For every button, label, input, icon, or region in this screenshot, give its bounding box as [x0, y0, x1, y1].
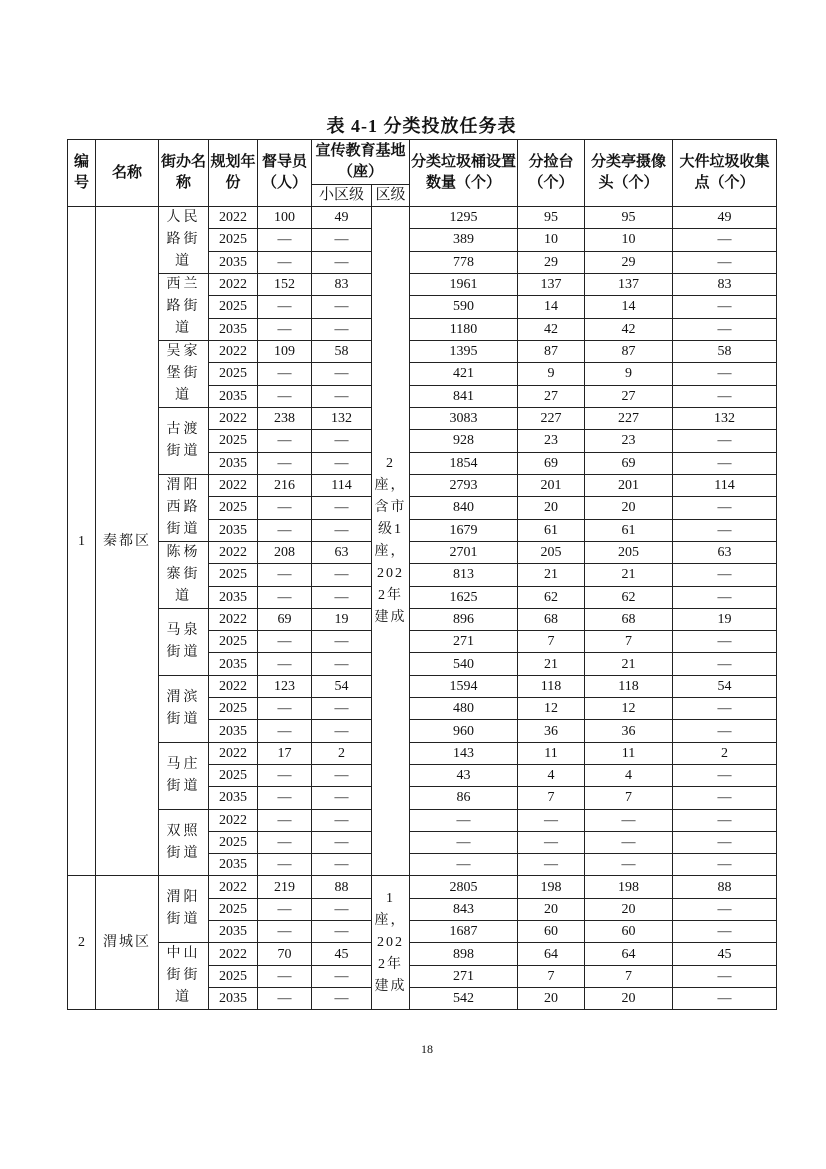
- table-row: [68, 474, 777, 496]
- street-name-cell: 吴家堡街道: [159, 341, 209, 408]
- supervisor-cell: 152: [258, 274, 312, 296]
- year-cell: 2025: [209, 764, 258, 786]
- year-cell: 2025: [209, 965, 258, 987]
- camera-cell: 118: [585, 675, 673, 697]
- supervisor-cell: —: [258, 653, 312, 675]
- bulky-cell: —: [673, 988, 777, 1010]
- bulky-cell: 88: [673, 876, 777, 898]
- year-cell: 2025: [209, 497, 258, 519]
- sorting-cell: 69: [518, 452, 585, 474]
- sorting-cell: 7: [518, 965, 585, 987]
- table-row: [68, 742, 777, 764]
- supervisor-cell: 208: [258, 541, 312, 563]
- district-base-cell: 1座，2022年建成: [372, 876, 410, 1010]
- bins-cell: 1679: [410, 519, 518, 541]
- community-base-cell: 49: [312, 207, 372, 229]
- bins-cell: 1625: [410, 586, 518, 608]
- community-base-cell: 19: [312, 608, 372, 630]
- sorting-cell: 7: [518, 631, 585, 653]
- community-base-cell: —: [312, 809, 372, 831]
- bulky-cell: 49: [673, 207, 777, 229]
- community-base-cell: —: [312, 698, 372, 720]
- bins-cell: 2793: [410, 474, 518, 496]
- bins-cell: 928: [410, 430, 518, 452]
- bins-cell: 1594: [410, 675, 518, 697]
- district-base-cell: 2座，含市级1座，2022年建成: [372, 207, 410, 876]
- community-base-cell: 114: [312, 474, 372, 496]
- bins-cell: 2805: [410, 876, 518, 898]
- year-cell: 2022: [209, 207, 258, 229]
- bins-cell: 840: [410, 497, 518, 519]
- community-base-cell: 63: [312, 541, 372, 563]
- bins-cell: 843: [410, 898, 518, 920]
- year-cell: 2035: [209, 586, 258, 608]
- bulky-cell: —: [673, 831, 777, 853]
- bulky-cell: —: [673, 764, 777, 786]
- community-base-cell: —: [312, 430, 372, 452]
- camera-cell: —: [585, 854, 673, 876]
- camera-cell: —: [585, 809, 673, 831]
- sorting-cell: 95: [518, 207, 585, 229]
- bins-cell: 542: [410, 988, 518, 1010]
- sorting-cell: 9: [518, 363, 585, 385]
- bulky-cell: —: [673, 318, 777, 340]
- sorting-cell: 4: [518, 764, 585, 786]
- community-base-cell: —: [312, 385, 372, 407]
- camera-cell: 68: [585, 608, 673, 630]
- supervisor-cell: —: [258, 363, 312, 385]
- community-base-cell: —: [312, 764, 372, 786]
- bins-cell: 778: [410, 251, 518, 273]
- sorting-cell: 60: [518, 921, 585, 943]
- community-base-cell: —: [312, 586, 372, 608]
- sorting-cell: —: [518, 831, 585, 853]
- bins-cell: 1961: [410, 274, 518, 296]
- supervisor-cell: —: [258, 898, 312, 920]
- supervisor-cell: —: [258, 965, 312, 987]
- community-base-cell: 2: [312, 742, 372, 764]
- bulky-cell: —: [673, 385, 777, 407]
- bulky-cell: —: [673, 921, 777, 943]
- year-cell: 2022: [209, 408, 258, 430]
- sorting-cell: 21: [518, 564, 585, 586]
- community-base-cell: —: [312, 631, 372, 653]
- community-base-cell: —: [312, 363, 372, 385]
- camera-cell: 4: [585, 764, 673, 786]
- bins-cell: 480: [410, 698, 518, 720]
- supervisor-cell: —: [258, 809, 312, 831]
- table-row: [68, 207, 777, 229]
- bulky-cell: —: [673, 497, 777, 519]
- sorting-cell: 137: [518, 274, 585, 296]
- camera-cell: 27: [585, 385, 673, 407]
- bulky-cell: 54: [673, 675, 777, 697]
- table-row: [68, 809, 777, 831]
- camera-cell: 21: [585, 653, 673, 675]
- supervisor-cell: —: [258, 631, 312, 653]
- camera-cell: 198: [585, 876, 673, 898]
- supervisor-cell: —: [258, 564, 312, 586]
- header-base-district: 区级: [372, 185, 410, 207]
- sorting-cell: 68: [518, 608, 585, 630]
- community-base-cell: 54: [312, 675, 372, 697]
- bulky-cell: —: [673, 229, 777, 251]
- bulky-cell: —: [673, 653, 777, 675]
- table-row: [68, 943, 777, 965]
- community-base-cell: —: [312, 854, 372, 876]
- bulky-cell: —: [673, 586, 777, 608]
- table-row: [68, 608, 777, 630]
- bins-cell: 3083: [410, 408, 518, 430]
- supervisor-cell: —: [258, 698, 312, 720]
- camera-cell: 7: [585, 787, 673, 809]
- street-name-cell: 渭滨街道: [159, 675, 209, 742]
- year-cell: 2022: [209, 675, 258, 697]
- year-cell: 2022: [209, 274, 258, 296]
- community-base-cell: 45: [312, 943, 372, 965]
- sorting-cell: 20: [518, 898, 585, 920]
- bulky-cell: —: [673, 720, 777, 742]
- camera-cell: 20: [585, 988, 673, 1010]
- community-base-cell: 83: [312, 274, 372, 296]
- bulky-cell: —: [673, 854, 777, 876]
- sorting-cell: 11: [518, 742, 585, 764]
- street-name-cell: 渭阳西路街道: [159, 474, 209, 541]
- year-cell: 2022: [209, 341, 258, 363]
- community-base-cell: —: [312, 229, 372, 251]
- header-name: 名称: [96, 140, 159, 207]
- camera-cell: 64: [585, 943, 673, 965]
- camera-cell: 60: [585, 921, 673, 943]
- camera-cell: 23: [585, 430, 673, 452]
- bulky-cell: —: [673, 898, 777, 920]
- bins-cell: 43: [410, 764, 518, 786]
- bins-cell: —: [410, 854, 518, 876]
- year-cell: 2035: [209, 854, 258, 876]
- table-row: [68, 876, 777, 898]
- bulky-cell: 83: [673, 274, 777, 296]
- supervisor-cell: —: [258, 385, 312, 407]
- camera-cell: 9: [585, 363, 673, 385]
- bins-cell: 1395: [410, 341, 518, 363]
- header-bulky: 大件垃圾收集点（个）: [673, 140, 777, 207]
- year-cell: 2035: [209, 251, 258, 273]
- camera-cell: 20: [585, 497, 673, 519]
- supervisor-cell: —: [258, 229, 312, 251]
- camera-cell: 137: [585, 274, 673, 296]
- camera-cell: 95: [585, 207, 673, 229]
- year-cell: 2035: [209, 318, 258, 340]
- header-base: 宣传教育基地（座）: [312, 140, 410, 185]
- community-base-cell: —: [312, 296, 372, 318]
- bulky-cell: —: [673, 698, 777, 720]
- year-cell: 2035: [209, 452, 258, 474]
- camera-cell: 29: [585, 251, 673, 273]
- sorting-cell: 61: [518, 519, 585, 541]
- year-cell: 2022: [209, 876, 258, 898]
- bulky-cell: —: [673, 631, 777, 653]
- header-supervisor: 督导员（人）: [258, 140, 312, 207]
- year-cell: 2025: [209, 831, 258, 853]
- street-name-cell: 中山街街道: [159, 943, 209, 1010]
- supervisor-cell: —: [258, 854, 312, 876]
- camera-cell: —: [585, 831, 673, 853]
- community-base-cell: —: [312, 318, 372, 340]
- sorting-cell: 23: [518, 430, 585, 452]
- bulky-cell: 63: [673, 541, 777, 563]
- sorting-cell: 10: [518, 229, 585, 251]
- sorting-cell: 36: [518, 720, 585, 742]
- bulky-cell: —: [673, 296, 777, 318]
- community-base-cell: —: [312, 988, 372, 1010]
- bins-cell: 271: [410, 965, 518, 987]
- page-number: 18: [421, 1042, 433, 1056]
- bulky-cell: —: [673, 430, 777, 452]
- bulky-cell: —: [673, 787, 777, 809]
- street-name-cell: 渭阳街道: [159, 876, 209, 943]
- sorting-cell: 42: [518, 318, 585, 340]
- sorting-cell: 227: [518, 408, 585, 430]
- bulky-cell: —: [673, 519, 777, 541]
- bins-cell: —: [410, 809, 518, 831]
- year-cell: 2035: [209, 385, 258, 407]
- camera-cell: 10: [585, 229, 673, 251]
- community-base-cell: —: [312, 921, 372, 943]
- community-base-cell: —: [312, 831, 372, 853]
- bins-cell: 540: [410, 653, 518, 675]
- table-row: [68, 408, 777, 430]
- bins-cell: 841: [410, 385, 518, 407]
- bins-cell: 421: [410, 363, 518, 385]
- header-year: 规划年份: [209, 140, 258, 207]
- community-base-cell: 58: [312, 341, 372, 363]
- community-base-cell: —: [312, 720, 372, 742]
- supervisor-cell: 123: [258, 675, 312, 697]
- sorting-cell: —: [518, 854, 585, 876]
- table-title: 表 4-1 分类投放任务表: [326, 116, 517, 136]
- community-base-cell: —: [312, 898, 372, 920]
- year-cell: 2022: [209, 474, 258, 496]
- district-no-cell: 1: [68, 207, 96, 876]
- year-cell: 2022: [209, 943, 258, 965]
- year-cell: 2022: [209, 541, 258, 563]
- camera-cell: 11: [585, 742, 673, 764]
- table-header: [68, 140, 777, 207]
- supervisor-cell: —: [258, 720, 312, 742]
- district-name-cell: 渭城区: [96, 876, 159, 1010]
- community-base-cell: 132: [312, 408, 372, 430]
- table-row: [68, 274, 777, 296]
- supervisor-cell: —: [258, 787, 312, 809]
- bulky-cell: 58: [673, 341, 777, 363]
- year-cell: 2035: [209, 921, 258, 943]
- bins-cell: 813: [410, 564, 518, 586]
- camera-cell: 12: [585, 698, 673, 720]
- supervisor-cell: —: [258, 296, 312, 318]
- sorting-cell: 20: [518, 497, 585, 519]
- street-name-cell: 陈杨寨街道: [159, 541, 209, 608]
- supervisor-cell: —: [258, 764, 312, 786]
- task-table: [67, 139, 777, 1010]
- supervisor-cell: 100: [258, 207, 312, 229]
- table-row: [68, 341, 777, 363]
- camera-cell: 7: [585, 631, 673, 653]
- community-base-cell: —: [312, 653, 372, 675]
- bulky-cell: 45: [673, 943, 777, 965]
- community-base-cell: —: [312, 564, 372, 586]
- header-sorting: 分捡台（个）: [518, 140, 585, 207]
- camera-cell: 87: [585, 341, 673, 363]
- street-name-cell: 双照街道: [159, 809, 209, 876]
- table-row: [68, 541, 777, 563]
- bulky-cell: 132: [673, 408, 777, 430]
- bins-cell: 1295: [410, 207, 518, 229]
- camera-cell: 205: [585, 541, 673, 563]
- sorting-cell: 20: [518, 988, 585, 1010]
- year-cell: 2025: [209, 229, 258, 251]
- community-base-cell: —: [312, 452, 372, 474]
- year-cell: 2025: [209, 698, 258, 720]
- district-name-cell: 秦都区: [96, 207, 159, 876]
- sorting-cell: 14: [518, 296, 585, 318]
- camera-cell: 62: [585, 586, 673, 608]
- sorting-cell: 205: [518, 541, 585, 563]
- camera-cell: 21: [585, 564, 673, 586]
- bulky-cell: —: [673, 363, 777, 385]
- camera-cell: 61: [585, 519, 673, 541]
- header-no: 编号: [68, 140, 96, 207]
- sorting-cell: 62: [518, 586, 585, 608]
- sorting-cell: 21: [518, 653, 585, 675]
- community-base-cell: —: [312, 251, 372, 273]
- bins-cell: 1854: [410, 452, 518, 474]
- header-street: 街办名称: [159, 140, 209, 207]
- supervisor-cell: 69: [258, 608, 312, 630]
- street-name-cell: 马泉街道: [159, 608, 209, 675]
- supervisor-cell: —: [258, 497, 312, 519]
- year-cell: 2035: [209, 653, 258, 675]
- supervisor-cell: —: [258, 452, 312, 474]
- bulky-cell: —: [673, 564, 777, 586]
- camera-cell: 20: [585, 898, 673, 920]
- sorting-cell: —: [518, 809, 585, 831]
- bins-cell: 896: [410, 608, 518, 630]
- supervisor-cell: 109: [258, 341, 312, 363]
- year-cell: 2035: [209, 787, 258, 809]
- header-base-community: 小区级: [312, 185, 372, 207]
- bulky-cell: —: [673, 251, 777, 273]
- community-base-cell: —: [312, 965, 372, 987]
- bulky-cell: —: [673, 452, 777, 474]
- community-base-cell: 88: [312, 876, 372, 898]
- table-body: [68, 207, 777, 1010]
- year-cell: 2022: [209, 742, 258, 764]
- camera-cell: 42: [585, 318, 673, 340]
- camera-cell: 69: [585, 452, 673, 474]
- bins-cell: 1180: [410, 318, 518, 340]
- header-bins: 分类垃圾桶设置数量（个）: [410, 140, 518, 207]
- supervisor-cell: —: [258, 988, 312, 1010]
- camera-cell: 7: [585, 965, 673, 987]
- camera-cell: 227: [585, 408, 673, 430]
- sorting-cell: 201: [518, 474, 585, 496]
- supervisor-cell: 238: [258, 408, 312, 430]
- bulky-cell: 114: [673, 474, 777, 496]
- camera-cell: 36: [585, 720, 673, 742]
- supervisor-cell: 70: [258, 943, 312, 965]
- year-cell: 2022: [209, 608, 258, 630]
- supervisor-cell: 219: [258, 876, 312, 898]
- year-cell: 2025: [209, 631, 258, 653]
- bins-cell: —: [410, 831, 518, 853]
- header-camera: 分类亭摄像头（个）: [585, 140, 673, 207]
- bins-cell: 143: [410, 742, 518, 764]
- sorting-cell: 27: [518, 385, 585, 407]
- bins-cell: 1687: [410, 921, 518, 943]
- year-cell: 2025: [209, 898, 258, 920]
- sorting-cell: 118: [518, 675, 585, 697]
- year-cell: 2035: [209, 519, 258, 541]
- street-name-cell: 马庄街道: [159, 742, 209, 809]
- bins-cell: 271: [410, 631, 518, 653]
- sorting-cell: 64: [518, 943, 585, 965]
- sorting-cell: 87: [518, 341, 585, 363]
- year-cell: 2025: [209, 564, 258, 586]
- year-cell: 2025: [209, 296, 258, 318]
- community-base-cell: —: [312, 519, 372, 541]
- bulky-cell: —: [673, 809, 777, 831]
- table-row: [68, 675, 777, 697]
- street-name-cell: 人民路街道: [159, 207, 209, 274]
- community-base-cell: —: [312, 497, 372, 519]
- bins-cell: 590: [410, 296, 518, 318]
- supervisor-cell: —: [258, 921, 312, 943]
- bins-cell: 389: [410, 229, 518, 251]
- bulky-cell: 2: [673, 742, 777, 764]
- bins-cell: 960: [410, 720, 518, 742]
- supervisor-cell: —: [258, 318, 312, 340]
- supervisor-cell: —: [258, 586, 312, 608]
- camera-cell: 201: [585, 474, 673, 496]
- street-name-cell: 西兰路街道: [159, 274, 209, 341]
- bins-cell: 2701: [410, 541, 518, 563]
- supervisor-cell: 216: [258, 474, 312, 496]
- sorting-cell: 29: [518, 251, 585, 273]
- supervisor-cell: 17: [258, 742, 312, 764]
- year-cell: 2022: [209, 809, 258, 831]
- supervisor-cell: —: [258, 831, 312, 853]
- year-cell: 2035: [209, 988, 258, 1010]
- year-cell: 2025: [209, 363, 258, 385]
- bulky-cell: 19: [673, 608, 777, 630]
- bins-cell: 898: [410, 943, 518, 965]
- sorting-cell: 198: [518, 876, 585, 898]
- supervisor-cell: —: [258, 251, 312, 273]
- district-no-cell: 2: [68, 876, 96, 1010]
- year-cell: 2025: [209, 430, 258, 452]
- supervisor-cell: —: [258, 430, 312, 452]
- year-cell: 2035: [209, 720, 258, 742]
- street-name-cell: 古渡街道: [159, 408, 209, 475]
- sorting-cell: 7: [518, 787, 585, 809]
- supervisor-cell: —: [258, 519, 312, 541]
- bulky-cell: —: [673, 965, 777, 987]
- camera-cell: 14: [585, 296, 673, 318]
- bins-cell: 86: [410, 787, 518, 809]
- community-base-cell: —: [312, 787, 372, 809]
- sorting-cell: 12: [518, 698, 585, 720]
